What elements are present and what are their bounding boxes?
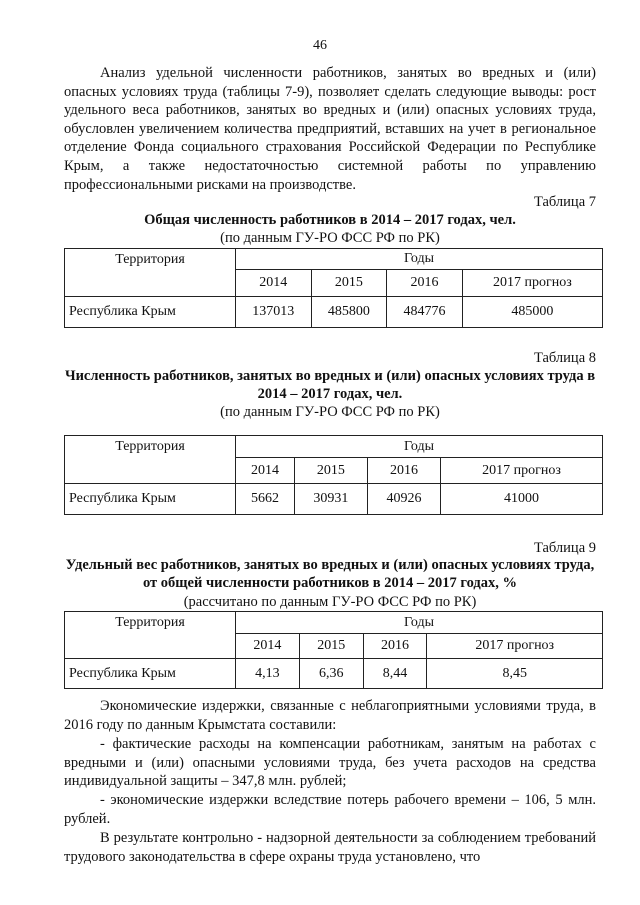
page-number: 46 xyxy=(313,38,327,53)
intro-paragraph: Анализ удельной численности работников, занятых во вредных и (или) опасных условиях труда (таблицы 7-9), позволяет сделать следующие выводы: рост удельного веса работников, занятых во вредных и (или) опасных условиях труда, обусловлен увеличением количества предприятий, вставших на учет в региональное отделение Фонда социального страхования Российской Федерации по Республике Крым, а также недостаточностью системной работы по управлению профессиональными рисками на производстве. xyxy=(64,65,596,193)
header-years: Годы xyxy=(236,436,603,458)
header-years: Годы xyxy=(236,612,603,634)
row-name: Республика Крым xyxy=(65,297,236,328)
year-cell: 2015 xyxy=(311,270,387,297)
bullet-time-loss: - экономические издержки вследствие потерь рабочего времени – 106, 5 млн. рублей. xyxy=(64,792,596,827)
value-cell: 6,36 xyxy=(299,659,363,689)
table-7-subtitle: (по данным ГУ-РО ФСС РФ по РК) xyxy=(220,230,440,246)
table-8-label: Таблица 8 xyxy=(533,350,596,366)
year-cell: 2016 xyxy=(367,458,440,484)
table-9 xyxy=(64,611,603,689)
value-cell: 8,45 xyxy=(427,659,603,689)
year-cell: 2014 xyxy=(236,270,312,297)
row-name: Республика Крым xyxy=(65,659,236,689)
year-cell: 2016 xyxy=(363,634,427,659)
table-7-title: Общая численность работников в 2014 – 2017 годах, чел. xyxy=(144,212,516,228)
final-paragraph: В результате контрольно - надзорной деятельности за соблюдением требований трудового законодательства в сфере охраны труда установлено, что xyxy=(64,830,596,865)
costs-paragraph: Экономические издержки, связанные с неблагоприятными условиями труда, в 2016 году по данным Крымстата составили: xyxy=(64,698,596,733)
table-9-label: Таблица 9 xyxy=(533,540,596,556)
value-cell: 484776 xyxy=(387,297,463,328)
header-territory: Территория xyxy=(65,612,236,659)
value-cell: 485000 xyxy=(462,297,602,328)
table-7 xyxy=(64,248,603,328)
year-cell: 2017 прогноз xyxy=(427,634,603,659)
table-8-subtitle: (по данным ГУ-РО ФСС РФ по РК) xyxy=(220,404,440,420)
value-cell: 485800 xyxy=(311,297,387,328)
value-cell: 5662 xyxy=(236,484,295,515)
year-cell: 2016 xyxy=(387,270,463,297)
value-cell: 4,13 xyxy=(236,659,300,689)
header-territory: Территория xyxy=(65,436,236,484)
header-territory: Территория xyxy=(65,249,236,297)
year-cell: 2017 прогноз xyxy=(441,458,603,484)
value-cell: 41000 xyxy=(441,484,603,515)
value-cell: 40926 xyxy=(367,484,440,515)
year-cell: 2015 xyxy=(299,634,363,659)
header-years: Годы xyxy=(236,249,603,270)
table-8 xyxy=(64,435,603,515)
year-cell: 2015 xyxy=(294,458,367,484)
value-cell: 137013 xyxy=(236,297,312,328)
table-7-label: Таблица 7 xyxy=(533,194,596,210)
table-9-title: Удельный вес работников, занятых во вредных и (или) опасных условиях труда, от общей численности работников в 2014 – 2017 годах, % xyxy=(65,557,595,591)
bullet-compensation: - фактические расходы на компенсации работникам, занятым на работах с вредными и (или) опасными условиями труда, без учета расходов на средства индивидуальной защиты – 347,8 млн. рублей; xyxy=(64,736,596,790)
year-cell: 2014 xyxy=(236,634,300,659)
table-8-title: Численность работников, занятых во вредных и (или) опасных условиях труда в 2014 – 2017 годах, чел. xyxy=(64,368,596,402)
row-name: Республика Крым xyxy=(65,484,236,515)
year-cell: 2014 xyxy=(236,458,295,484)
year-cell: 2017 прогноз xyxy=(462,270,602,297)
table-9-subtitle: (рассчитано по данным ГУ-РО ФСС РФ по РК) xyxy=(183,594,477,610)
value-cell: 30931 xyxy=(294,484,367,515)
value-cell: 8,44 xyxy=(363,659,427,689)
